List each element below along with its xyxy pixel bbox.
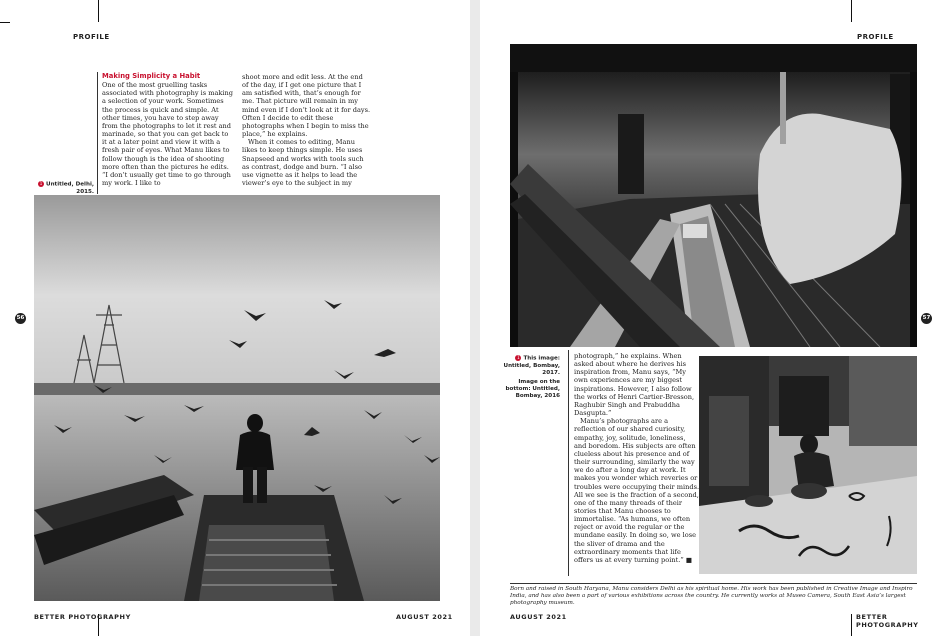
subhead: Making Simplicity a Habit (102, 72, 201, 80)
body-column-2 (242, 73, 371, 187)
photo-caption: 1 This image: Untitled, Bombay, 2017. Image on the bottom: Untitled, Bombay, 2016 (503, 355, 560, 399)
paragraph: One of the most gruelling tasks associated with photography is making a selection of your work. Sometimes the process is quick and simple. At other times, you have to step away from the photographs to let it rest and marinade, so that you can get back to it at a later point and view it with a fresh pair of eyes. What Manu likes to follow though is the idea of shooting more often than the pictures he edits. “I don’t usually get time to go through my work. I like to (102, 81, 234, 188)
caption-divider (97, 72, 98, 194)
body-column (574, 352, 700, 564)
crop-mark (98, 0, 99, 22)
photo-snake-charmer (699, 356, 917, 574)
running-head: PROFILE (857, 33, 894, 41)
caption-marker-icon: 1 (39, 181, 43, 186)
photo-train-tracks-hand (510, 44, 917, 347)
paragraph: When it comes to editing, Manu likes to keep things simple. He uses Snapseed and works with tools such as contrast, dodge and burn. “I also use vignette as it helps to lead the viewer’s eye to the subject in my (242, 138, 364, 188)
caption-marker-icon: 1 (517, 355, 520, 360)
page-number-badge: 56 (15, 313, 26, 324)
footer-date: AUGUST 2021 (396, 613, 453, 621)
author-bio: Born and raised in South Haryana, Manu considers Delhi as his spiritual home. His work has been published in Creative Image and Inspiro India, and has also been a part of various exhibitions across the country. He currently works at Museo Camera, South East Asia’s largest photography museum. (510, 586, 913, 607)
paragraph: Manu’s photographs are a reflection of our shared curiosity, empathy, joy, solitude, loneliness, and boredom. His subjects are often clueless about his presence and of their surrounding, similarly the way we do after a long day at work. It makes you wonder which reveries or troubles were occupying their minds. All we see is the fraction of a second, one of the many threads of their stories that Manu chooses to immortalise. “As humans, we often reject or avoid the regular or the mundane easily. In doing so, we lose the sliver of drama and the extraordinary moments that life offers us at every turning point.” ■ (574, 417, 700, 564)
photo-caption: 1 Untitled, Delhi, 2015. (39, 181, 94, 195)
running-head: PROFILE (73, 33, 110, 41)
footer-title: BETTER PHOTOGRAPHY (856, 613, 919, 629)
page-number-badge: 57 (921, 313, 932, 324)
caption-divider (568, 350, 569, 576)
paragraph: photograph,” he explains. When asked about where he derives his inspiration from, Manu says, “My own experiences are my biggest inspirations. However, I also follow the works of Henri Cartier-Bresson, Raghubir Singh and Prabuddha Dasgupta.” (574, 352, 695, 418)
crop-mark (851, 0, 852, 22)
right-page (480, 0, 950, 636)
footer-date: AUGUST 2021 (510, 613, 567, 621)
crop-mark (0, 22, 10, 23)
spine-gutter (470, 0, 480, 636)
bio-rule (510, 583, 917, 584)
crop-mark (851, 614, 852, 636)
photo-boy-on-boat-with-gulls (34, 195, 440, 601)
left-page (0, 0, 470, 636)
footer-title: BETTER PHOTOGRAPHY (34, 613, 131, 621)
body-column-1 (102, 72, 235, 187)
paragraph: shoot more and edit less. At the end of the day, if I get one picture that I am satisfied with, that’s enough for me. That picture will remain in my mind even if I don’t look at it for days. Often I decide to edit these photographs when I begin to miss the place,” he explains. (242, 73, 371, 139)
